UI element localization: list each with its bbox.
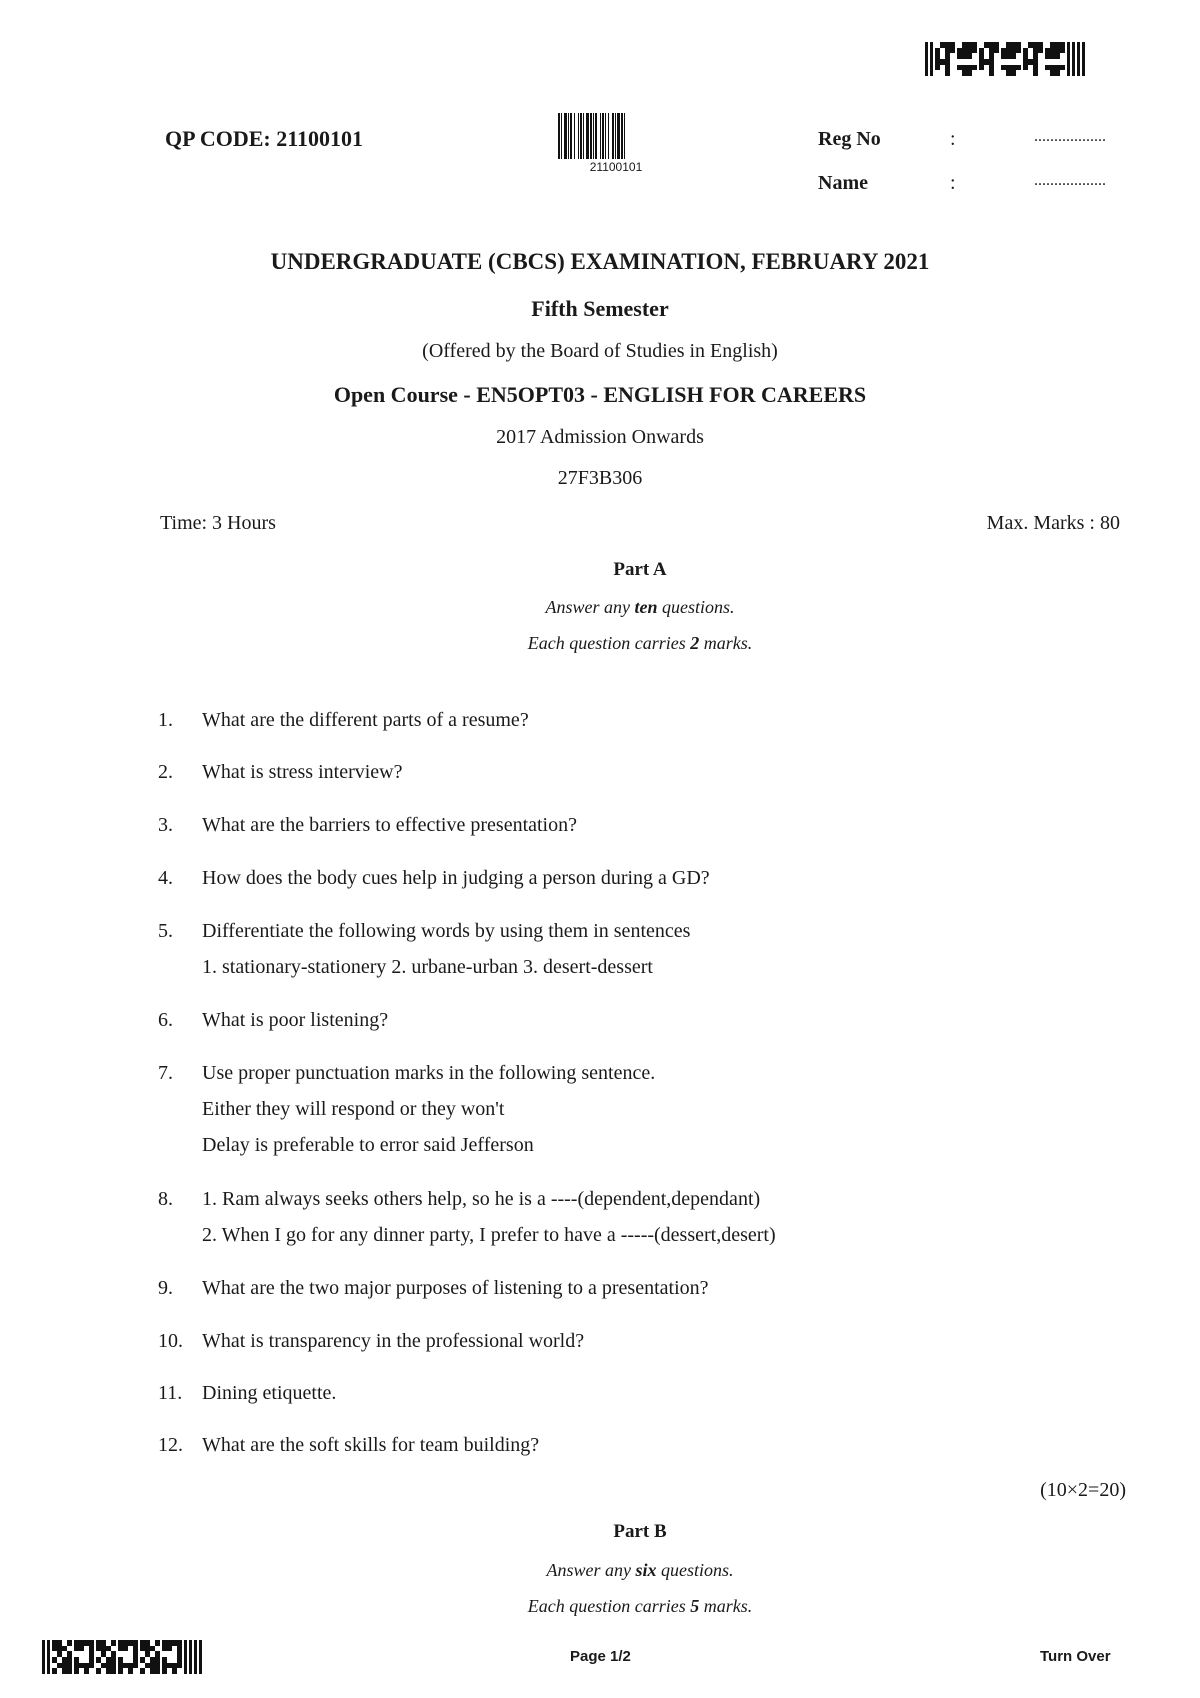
question-number: 1. [158,709,173,731]
semester: Fifth Semester [531,296,669,321]
instr-text: Each question carries [527,633,691,653]
question-line: What are the soft skills for team building? [202,1434,540,1456]
part-a-instruction-2 [40,633,1200,654]
question-line: What are the different parts of a resume? [202,709,529,731]
instr-bold: ten [634,597,658,617]
question-line: What is stress interview? [202,761,403,783]
reg-no-label: Reg No [818,128,881,150]
part-a-heading: Part A [613,559,667,580]
turn-over: Turn Over [1040,1648,1111,1665]
bottom-left-barcode [42,1640,247,1674]
reg-no-colon: : [950,128,956,150]
question-line: What is transparency in the professional world? [202,1330,585,1352]
part-b-instruction-1 [40,1560,1200,1581]
question-number: 3. [158,814,173,836]
qp-barcode [558,113,674,159]
question-text [202,754,1102,790]
question-line: What are the two major purposes of listening to a presentation? [202,1277,709,1299]
part-a-instruction-1 [40,597,1200,618]
part-b-heading: Part B [613,1521,667,1542]
instr-text: marks. [699,1596,753,1616]
question-line: Delay is preferable to error said Jefferson [202,1134,534,1156]
time-label: Time: 3 Hours [160,512,276,534]
question-text [202,702,1102,738]
question-line: How does the body cues help in judging a person during a GD? [202,867,710,889]
name-colon: : [950,172,956,194]
question-text [202,1181,1102,1253]
question-number: 12. [158,1434,183,1456]
admission: 2017 Admission Onwards [496,426,704,448]
max-marks: Max. Marks : 80 [986,512,1120,534]
question-number: 5. [158,920,173,942]
question-text [202,860,1102,896]
question-text [202,1270,1102,1306]
question-text [202,1375,1102,1411]
reg-no-field[interactable]: .................. [1034,128,1106,145]
question-text [202,1002,1102,1038]
question-text [202,1427,1102,1463]
question-text [202,1055,1102,1163]
question-number: 11. [158,1382,183,1404]
question-line: 1. stationary-stationery 2. urbane-urban 3. desert-dessert [202,956,653,978]
question-number: 6. [158,1009,173,1031]
instr-text: Answer any [545,597,635,617]
instr-text: marks. [699,633,753,653]
exam-title: UNDERGRADUATE (CBCS) EXAMINATION, FEBRUARY 2021 [270,249,930,274]
question-text [202,1323,1102,1359]
question-line: Either they will respond or they won't [202,1098,505,1120]
board-note: (Offered by the Board of Studies in English) [422,340,778,362]
instr-text: Answer any [546,1560,636,1580]
question-line: 2. When I go for any dinner party, I prefer to have a -----(dessert,desert) [202,1224,776,1246]
page-number: Page 1/2 [570,1648,631,1665]
question-number: 8. [158,1188,173,1210]
top-right-barcode [925,42,1130,76]
question-number: 10. [158,1330,183,1352]
question-line: Dining etiquette. [202,1382,337,1404]
instr-bold: six [635,1560,657,1580]
paper-code: 27F3B306 [557,467,643,489]
question-number: 2. [158,761,173,783]
instr-text: Each question carries [527,1596,691,1616]
question-line: Differentiate the following words by using them in sentences [202,920,691,942]
question-number: 4. [158,867,173,889]
question-line: What are the barriers to effective presentation? [202,814,577,836]
question-line: 1. Ram always seeks others help, so he is a ----(dependent,dependant) [202,1188,761,1210]
question-text [202,807,1102,843]
instr-bold: 2 [690,633,700,653]
question-number: 7. [158,1062,173,1084]
question-line: What is poor listening? [202,1009,389,1031]
question-text [202,913,1102,985]
instr-text: questions. [657,597,735,617]
part-b-instruction-2 [40,1596,1200,1617]
barcode-number: 21100101 [589,160,643,174]
question-number: 9. [158,1277,173,1299]
course-title: Open Course - EN5OPT03 - ENGLISH FOR CAREERS [333,382,867,407]
name-label: Name [818,172,868,194]
question-line: Use proper punctuation marks in the following sentence. [202,1062,656,1084]
name-field[interactable]: .................. [1034,172,1106,189]
instr-text: questions. [656,1560,734,1580]
qp-code: QP CODE: 21100101 [165,126,364,151]
instr-bold: 5 [690,1596,700,1616]
part-a-marks-total: (10×2=20) [1040,1479,1126,1501]
